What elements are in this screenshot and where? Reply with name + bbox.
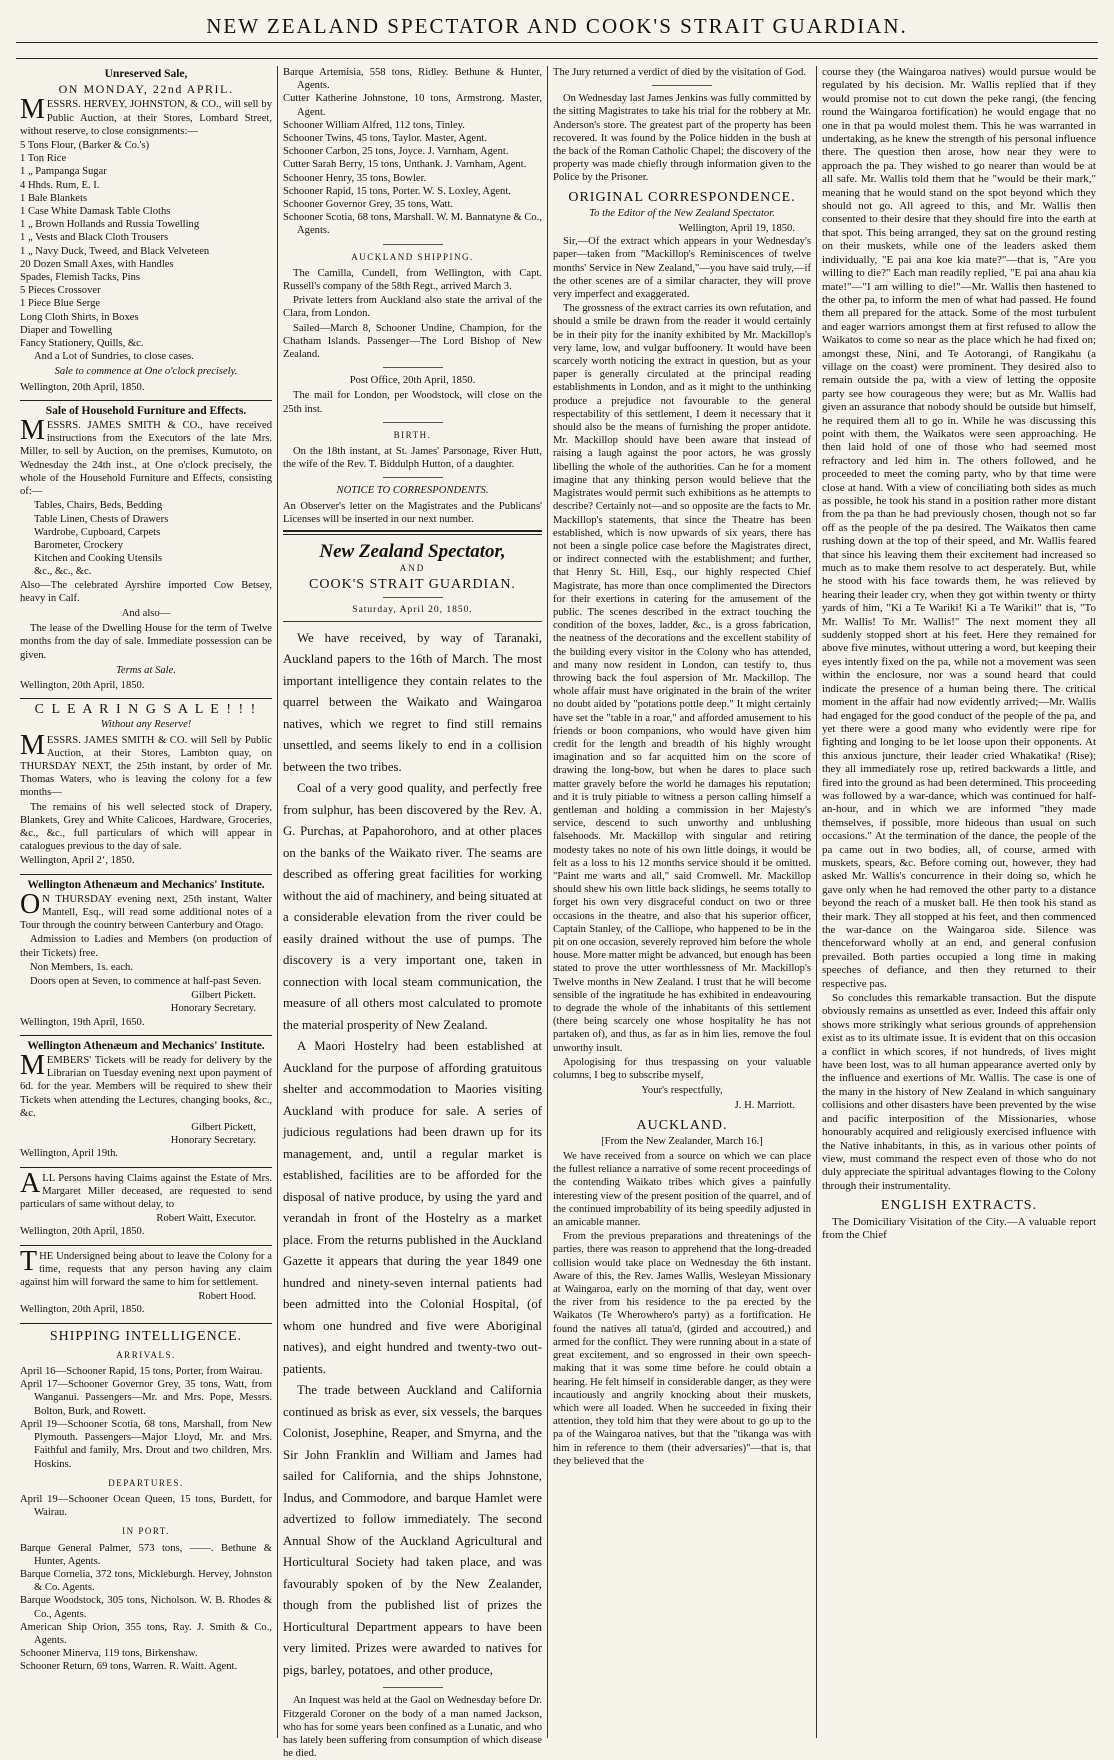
ad-signature: Gilbert Pickett.: [191, 990, 256, 1002]
paper-title-and: AND: [399, 563, 426, 574]
shipping-entry: April 19—Schooner Ocean Queen, 15 tons, Burdett, for Wairau.: [20, 1493, 272, 1519]
ad-item: 1 „ Pampanga Sugar: [20, 166, 107, 178]
news-text: The Camilla, Cundell, from Wellington, with Capt. Russell's company of the 58th Regt., arrived March 3.: [283, 267, 542, 293]
ad-text: Non Members, 1s. each.: [30, 961, 133, 973]
notice-text: On the 18th instant, at St. James' Parsonage, River Hutt, the wife of the Rev. T. Biddulph Hutton, of a daughter.: [283, 446, 542, 471]
shipping-entry: Cutter Sarah Berry, 15 tons, Unthank. J. Varnham, Agent.: [283, 159, 527, 171]
paper-subtitle: COOK'S STRAIT GUARDIAN.: [309, 576, 516, 592]
editorial-paragraph: We have received, by way of Taranaki, Auckland papers to the 16th of March. The most important intelligence they contain relates to the quarrel between the Waikato and Waingaroa natives, which we regret to find still remains unsettled, and seems likely to end in a collision between the two tribes.: [283, 630, 542, 774]
shipping-entry: Cutter Katherine Johnstone, 10 tons, Armstrong. Master, Agent.: [283, 93, 542, 118]
separator: [383, 422, 443, 423]
ad-item: Kitchen and Cooking Utensils: [34, 553, 162, 565]
editorial-paragraph: The trade between Auckland and California continued as brisk as ever, six vessels, the barques Colonist, Josephine, Reaper, and Smyrna, and the Sir John Franklin and William and James had sailed for California, and the ships Johnstone, Indus, and Commodore, and barque Hamlet were advertized to follow immediately. The second Annual Show of the Auckland Agricultural and Horticultural Society had taken place, and was favourably spoken of by the New Zealander, though from the published list of prizes the Horticultural Department appears to have been very limited. Prizes were awarded to natives for pigs, barley, potatoes, and other produce,: [283, 1383, 542, 1677]
ad-item: &c., &c., &c.: [34, 566, 92, 578]
ad-separator: [20, 1035, 272, 1036]
column-2: [283, 66, 542, 1760]
ad-separator: [20, 874, 272, 875]
ad-date-line: Wellington, 20th April, 1850.: [20, 381, 145, 393]
ad-item: Table Linen, Chests of Drawers: [34, 513, 169, 525]
ad-text: The remains of his well selected stock of Drapery, Blankets, Grey and White Calicoes, Hardware, Groceries, &c., &c., full particulars of which will appear in catalogues previous to the day of sale.: [20, 801, 272, 853]
ad-date-line: Wellington, 20th April, 1850.: [20, 1304, 145, 1316]
arrivals-list: [20, 1365, 272, 1471]
news-paragraph: The Domiciliary Visitation of the City.—A valuable report from the Chief: [822, 1215, 1096, 1241]
ad-date-line: Wellington, April 2‘, 1850.: [20, 855, 135, 867]
news-paragraph: We have received from a source on which we can place the fullest reliance a narrative of some recent proceedings of the contending Waikato tribes which gives a painfully interesting view of the present position of the quarrel, and of the continued improbability of its being speedily adjusted in an amicable manner.: [553, 1151, 811, 1229]
ad-heading: Sale of Household Furniture and Effects.: [45, 404, 247, 417]
ad-item: Long Cloth Shirts, in Boxes: [20, 311, 139, 323]
column-divider: [547, 66, 548, 1738]
editorial: [283, 628, 542, 1682]
ad-item: Tables, Chairs, Beds, Bedding: [34, 500, 163, 512]
ad-lead: MESSRS. JAMES SMITH & CO., have received instructions from the Executors of the late Mrs. Miller, to sell by Auction, on the premises, Kumutoto, on Wednesday the 24th inst., at One o'clock precisely, the whole of the Household Furniture and Effects, consisting of:—: [20, 415, 272, 498]
news-paragraph: So concludes this remarkable transaction. But the dispute obviously remains as unsettled as ever. Indeed this affair only shows more strikingly what serious grounds of apprehension exist as to its ultimate issue. It is evident that on this occasion a conflict in which scores, if not hundreds, of lives might have been lost, was to all human appearance averted only by the influence and exertions of Mr. Wallis. The case is one of the many in the history of New Zealand in which sanguinary collisions and other disasters have been prevented by the wise and pacific interposition of the Missionaries, whose honourably acquired and religiously exercised influence with the Native inhabitants, in this, as in various other points of view, must command the respect even of those who do not duly appreciate the spiritual advantages flowing to the Colony through their instrumentality.: [822, 992, 1096, 1192]
ad-item: 1 Case White Damask Table Cloths: [20, 206, 171, 218]
paper-title: New Zealand Spectator,: [319, 541, 506, 563]
masthead: NEW ZEALAND SPECTATOR AND COOK'S STRAIT GUARDIAN.: [206, 14, 908, 38]
subsection-heading: DEPARTURES.: [108, 1477, 184, 1488]
shipping-entry: Barque Artemisia, 558 tons, Ridley. Bethune & Hunter, Agents.: [283, 67, 542, 92]
column-divider: [816, 66, 817, 1738]
editorial-rule: [283, 530, 542, 535]
subsection-heading: NOTICE TO CORRESPONDENTS.: [336, 485, 489, 497]
column-3: [553, 66, 811, 1738]
notice-heading: Post Office, 20th April, 1850.: [349, 375, 476, 387]
ad-item: 1 Piece Blue Serge: [20, 298, 101, 310]
shipping-entry: Schooner Henry, 35 tons, Bowler.: [283, 172, 427, 184]
masthead-rule: [16, 42, 1098, 43]
letter-address: To the Editor of the New Zealand Spectator.: [589, 207, 775, 219]
notice-text: The mail for London, per Woodstock, will close on the 25th inst.: [283, 390, 542, 415]
ad-heading: Wellington Athenæum and Mechanics' Institute.: [27, 878, 265, 891]
news-text: An Inquest was held at the Gaol on Wednesday before Dr. Fitzgerald Coroner on the body of a man named Jackson, who has for some years been confined as a Lunatic, and who has lately been suffering from consumption of which disease he died.: [283, 1695, 542, 1760]
ad-text: Also—The celebrated Ayrshire imported Cow Betsey, heavy in Calf.: [20, 579, 272, 604]
ad-item: 20 Dozen Small Axes, with Handles: [20, 258, 174, 270]
ad-item-list: [20, 499, 272, 578]
ad-heading: Wellington Athenæum and Mechanics' Institute.: [27, 1039, 265, 1052]
shipping-entry: April 17—Schooner Governor Grey, 35 tons, Watt, from Wanganui. Passengers—Mr. and Mrs. Pope, Messrs. Bolton, Burk, and Rowett.: [20, 1379, 272, 1417]
ad-item: 4 Hhds. Rum, E. I.: [20, 179, 100, 191]
shipping-entry: Schooner Twins, 45 tons, Taylor. Master, Agent.: [283, 133, 487, 145]
editorial-paragraph: Coal of a very good quality, and perfectly free from sulphur, has been discovered by the Rev. A. G. Purchas, at Papahorohoro, and at other places on the banks of the Waikato river. The seams are described as offering great facilities for working without the aid of machinery, and being situated at a considerable elevation from the river could be easily drained without the use of pumps. The discovery is a very important one, taken in connection with local steam communication, the measure of all others most calculated to promote the material prosperity of New Zealand.: [283, 781, 542, 1032]
shipping-entry: April 19—Schooner Scotia, 68 tons, Marshall, from New Plymouth. Passengers—Major Lloyd, Mr. and Mrs. Faithful and family, Mrs. Drout and two children, Mrs. Hoskins.: [20, 1418, 272, 1470]
departures-list: [20, 1493, 272, 1519]
letter-close: Your's respectfully,: [641, 1085, 723, 1097]
ad-item: 1 Bale Blankets: [20, 192, 88, 204]
shipping-entry: April 16—Schooner Rapid, 15 tons, Porter, from Wairau.: [20, 1366, 263, 1378]
separator: [383, 367, 443, 368]
section-heading: ORIGINAL CORRESPONDENCE.: [568, 189, 796, 205]
ad-signature: Robert Waitt, Executor.: [156, 1213, 256, 1225]
subsection-heading: ARRIVALS.: [116, 1349, 176, 1360]
ad-signature: Honorary Secretary.: [170, 1135, 256, 1147]
shipping-entry: Schooner Scotia, 68 tons, Marshall. W. M. Bannatyne & Co., Agents.: [283, 212, 542, 237]
ad-text: Doors open at Seven, to commence at half-past Seven.: [30, 976, 262, 987]
shipping-entry: Schooner Carbon, 25 tons, Joyce. J. Varnham, Agent.: [283, 146, 509, 158]
ad-text: The lease of the Dwelling House for the term of Twelve months from the day of sale. Immediate possession can be given.: [20, 623, 272, 661]
column-4: [822, 66, 1096, 1738]
news-paragraph: From the previous preparations and threatenings of the parties, there was reason to apprehend that the long-dreaded collision would take place on Wednesday the 6th instant. Aware of this, the Rev. James Wallis, Wesleyan Missionary at Waingaroa, early on the morning of that day, went over the river from his residence to the pa erected by the Waikatos (Te Wherowhero's party) as a fortification. He found the natives all tatua'd, (girded and accoutred,) and armed for the conflict. They were running about in a state of great excitement, and so engrossed in their own speech-making that it was some time before he could obtain a hearing. He felt himself in considerable danger, as they were incautiously and angrily knocking about their muskets, which were all loaded. When he succeeded in fixing their attention, they told him that they were about to go up to the pa of the Waingaroa natives, but that the "tikanga was with him in reference to them (their adversaries)"—that is, that they believed that the: [553, 1231, 811, 1467]
news-paragraph: course they (the Waingaroa natives) would pursue would be regulated by his decision. Mr. Wallis replied that if they would promise not to cut down the peke rangi, (the fencing round the Waingaroa fortification) he would engage that no one in that pa would molest them. This he was warranted in undertaking, as he knew the strength of his personal influence there. The question then arose, how near they were to approach the pa. They wished to go nearer than would be at all safe. Mr. Wallis told them that he "would be their mark," meaning that he would stand on the spot beyond which they should not go. All agreed to this, and Mr. Wallis then consented to their desire that they should fire into the earth at that spot. This being arranged, they sat on the ground resting on their muskets, while one of the leaders asked them individually, "E pai ana koe kia mate?"—that is, "Are you willing to die?" Each man readily replied, "E pai ana ahau kia mate!"—"I am willing to die!"—Mr. Wallis then hastened to the other pa, to inform the men of what had passed. He found them all prepared for the attack. Some of the most turbulent and eager warriors amongst them at first refused to allow the Waikatos to come so near as the place which he had fixed on; amongst these, Nini, and Te Aotorangi, of Rangikahu (a village on the coast) were prominent. They desired also to remain outside the pa, with a view of letting the opposite party see how courageous they were; but as Mr. Wallis had given an assurance that nobody should be outside but himself, he required them all to go in. While he was discussing this point with them, the Waikatos were seen approaching. He then laid hold of one of those who had seemed most refractory and led him in. The others followed, and he proceeded to meet the coming party, who by that time were close at hand. With a view of conciliating both sides as much as possible, he took his stand in a position rather more distant from the pa than he had previously chosen, though not so far off as the people of the pa desired. The Waikatos then came rushing down at the top of their speed, and Mr. Wallis feared that since his leaving them their excitement had increased so much as to make them resolve to act desperately. But, while he stood with his face towards them, he was relieved by hearing their leader cry, when they got within twenty or thirty yards of him, "Ki a Te Wariki! Ki a Te Wariki!" that is, "To Mr. Wallis! To Mr. Wallis!" The next moment they all suddenly stopped short at his feet. Here they remained for above five minutes, without uttering a word, but keeping their eyes intently fixed on the pa, while not a movement was seen within the enclosure, nor was a sound heard that could indicate the presence of a human being there. The critical moment in the affair had now evidently arrived;—Mr. Wallis had engaged for the good conduct of the people of the pa, and yet there were a good many who evidently were ripe for fighting and longing to be let loose upon their opponents. At this anxious juncture, their leader cried Whakatika! (Rise); they all immediately rose up, retired backwards a little, and fired into the ground as had been determined. This proceeding was followed by a war-dance, which was continued for half-an-hour, and in which we are informed "they made themselves, if possible, more hideous than usual on such occasions." At the termination of the dance, the people of the pa came out in two bodies, all, of course, armed with muskets, spears, &c. Before coming out, however, they had asked Mr. Wallis's concurrence in their doing so, which he gave only when he had removed the other party to a distance beyond the reach of a musket ball. He then took his stand as their mark. They all stopped at his feet, and then commenced the war-dance on the Waingaroa side. Silence was thenceforward wholly at an end, and general confusion prevailed. Both parties occupied a long time in making speeches of defiance, and then they returned to their respective pas.: [822, 66, 1096, 990]
editorial-paragraph: A Maori Hostelry had been established at Auckland for the purpose of affording gratuitous shelter and accommodation to Maories visiting Auckland with produce for sale. A series of judicious regulations had been drawn up for its management, and, until a regular market is established, facilities are to be afforded for the disposal of native produce, by using the yard and verandah in front of the Hostelry as a market place. From the returns published in the Auckland Gazette it appears that during the year 1849 one hundred and ninety-seven internal patients had been admitted into the Colonial Hospital, (of whom one hundred and five were Aboriginal natives), and eight hundred and twenty-two out-patients.: [283, 1039, 542, 1376]
ad-signature: Honorary Secretary.: [170, 1003, 256, 1015]
ad-signature: Robert Hood.: [198, 1291, 256, 1303]
separator: [652, 85, 712, 86]
ad-text: Admission to Ladies and Members (on production of their Tickets) free.: [20, 934, 272, 959]
letter-place: Wellington, April 19, 1850.: [678, 223, 795, 235]
ad-heading: Unreserved Sale,: [104, 68, 188, 80]
ad-separator: [20, 1245, 272, 1246]
ad-separator: [20, 698, 272, 699]
ad-item: Fancy Stationery, Quills, &c.: [20, 338, 144, 350]
in-port-list: [20, 1542, 272, 1674]
ad-item: 1 „ Vests and Black Cloth Trousers: [20, 232, 169, 244]
news-text: The Jury returned a verdict of died by the visitation of God.: [553, 67, 807, 78]
shipping-entry: Barque General Palmer, 573 tons, ——. Bethune & Hunter, Agents.: [20, 1542, 272, 1567]
ad-item: 1 „ Brown Hollands and Russia Towelling: [20, 219, 200, 231]
ad-text: And a Lot of Sundries, to close cases.: [34, 351, 194, 363]
separator: [383, 597, 443, 598]
ad-date-line: Wellington, 19th April, 1650.: [20, 1016, 145, 1028]
paper-date: Saturday, April 20, 1850.: [352, 604, 473, 615]
shipping-entry: Schooner Minerva, 119 tons, Birkenshaw.: [20, 1648, 198, 1660]
ad-lead: MEMBERS' Tickets will be ready for delivery by the Librarian on Tuesday evening next upon payment of 6d. for the year. Members will be required to shew their Tickets when attending the Lectures, changing books, &c., &c.: [20, 1050, 272, 1119]
separator: [383, 477, 443, 478]
shipping-entry: Schooner Governor Grey, 35 tons, Watt.: [283, 199, 454, 211]
section-separator: [20, 1323, 272, 1324]
subsection-heading: BIRTH.: [393, 429, 432, 440]
letter-paragraph: The grossness of the extract carries its own refutation, and should a smile be drawn from the reader it would certainly be in their pity for the inanity exhibited by Mr. Mackillop's very lame, low, and vulgar buffoonery. It would have been scarcely worth noticing the extract in question, but as your paper is generally circulated at the principal reading establishments in London, and as it might to the unthinking produce a prejudice not favourable to the general respectability of this settlement, I deem it necessary that it should also be the means of furnishing the proper antidote. Mr. Mackillop should have been aware that instead of raising a laugh against the poor actors, he was grossly libelling the whole of the authorities. Can he for a moment imagine that any thinking person would believe that the Magistrates would permit such exhibitions as he attempts to describe? Certainly not—and so opposite are the facts to Mr. Mackillop's statements, that since the Theatre has been established, which is now upwards of six years, there has not been a single police case before the Magistrates direct, or indirect connected with the establishment; and further, that Henry St. Hill, Esq., our highly respected Chief Magistrate, has more than once complimented the Directors for their exertions in catering for the amusement of the public. The scenes described in the extract touching the condition of the boxes, ladder, &c., is a gross fabrication, the neatness of the decorations and the excellent stability of the building every visitor in the Colony who has attended, and many now resident in London, can testify to, thus throwing back the foul aspersion of Mr. Mackillop. The whole affair must have originated in the brain of the writer no doubt aided by "potations pottle deep." It might certainly have set the "table in a roar," and afforded amusement to his friends or boon companions, who would have given him credit for the length and breadth of his highly wrought imagination and so far acquitted him on the score of drawing the long-bow, but when he dares to place such matter gravely before the world he damages his reputation; and it is truly pitiable to witness a person calling himself a gentleman and holding a commission in her Majesty's service, descend to such unworthy and unblushing falsehoods. Mr. Mackillop with singular and retiring modesty takes no note of his own little doings, it would be felt as a loss to his 12 months service should it be omitted. "Paint me warts and all," said Cromwell. Mr. Mackillop should shew his own little back slidings, he seems totally to forget his own very disgraceful conduct on two or three occasions in the theatre, and also that his superior officer, Captain Stanley, of the Calliope, who happened to be in the pit on one occasion, severely reproved him before the whole house. More matter might be advanced, but enough has been stated to prove the utter worthlessness of Mr. Mackillop's Twelve months in New Zealand. I trust that he will become sensible of the ingratitude he has exhibited in endeavouring to degrade the whole of the inhabitants of this settlement (there being scarcely one whose hospitality he has not partaken of), and thus, as far as in him lies, remove the foul unworthy insult.: [553, 303, 811, 1054]
subsection-heading: IN PORT.: [122, 1526, 170, 1537]
shipping-entry: Schooner Rapid, 15 tons, Porter. W. S. Loxley, Agent.: [283, 185, 511, 197]
shipping-entry: Schooner Return, 69 tons, Warren. R. Waitt. Agent.: [20, 1661, 238, 1673]
ad-separator: [20, 1167, 272, 1168]
ad-note: Sale to commence at One o'clock precisely.: [54, 366, 238, 378]
ad-lead: ON THURSDAY evening next, 25th instant, Walter Mantell, Esq., will read some additional notes of a Tour through the country between Canterbury and Otago.: [20, 888, 272, 932]
ad-text: And also—: [121, 607, 171, 619]
separator: [383, 1687, 443, 1688]
letter-paragraph: Sir,—Of the extract which appears in your Wednesday's paper—taken from "Mackillop's Reminiscences of twelve months' Service in New Zealand,"—you have said truly,—if the other scenes are of a similar character, they will prove very imperfect and exaggerated.: [553, 236, 811, 301]
ad-item: Wardrobe, Cupboard, Carpets: [34, 526, 161, 538]
shipping-entry: Barque Cornelia, 372 tons, Mickleburgh. Hervey, Johnston & Co. Agents.: [20, 1568, 272, 1594]
ad-item: Barometer, Crockery: [34, 539, 123, 551]
ad-item: 5 Pieces Crossover: [20, 285, 101, 297]
ad-lead: MESSRS. JAMES SMITH & CO. will Sell by Public Auction, at their Stores, Lambton quay, on THURSDAY NEXT, the 25th instant, by order of Mr. Thomas Waters, who is leaving the colony for a few months—: [20, 729, 272, 799]
letter-signature: J. H. Marriott.: [734, 1100, 795, 1112]
column-1: [20, 66, 272, 1738]
ad-subheading: Without any Reserve!: [100, 719, 192, 731]
ad-item: 5 Tons Flour, (Barker & Co.'s): [20, 140, 150, 152]
editorial-rule: [283, 621, 542, 622]
ad-item: 1 Ton Rice: [20, 153, 67, 165]
notice-text: An Observer's letter on the Magistrates and the Publicans' Licenses will be inserted in our next number.: [283, 500, 542, 525]
shipping-entry: Schooner William Alfred, 112 tons, Tinley.: [283, 119, 465, 131]
ad-separator: [20, 400, 272, 401]
section-heading: AUCKLAND.: [636, 1117, 728, 1133]
ad-item: 1 „ Navy Duck, Tweed, and Black Velveteen: [20, 245, 210, 257]
in-port-list: [283, 66, 542, 238]
ad-item: Diaper and Towelling: [20, 324, 113, 336]
ad-date: ON MONDAY, 22nd APRIL.: [58, 82, 234, 97]
separator: [383, 244, 443, 245]
ad-date-line: Wellington, 20th April, 1850.: [20, 1226, 145, 1238]
masthead-rule-lower: [16, 58, 1098, 59]
ad-heading: C L E A R I N G S A L E ! ! !: [34, 702, 258, 718]
section-heading: ENGLISH EXTRACTS.: [880, 1198, 1038, 1214]
ad-note: Terms at Sale.: [116, 664, 176, 676]
news-text: Sailed—March 8, Schooner Undine, Champion, for the Chatham Islands. Passenger—The Lord Bishop of New Zealand.: [283, 322, 542, 361]
ad-lead: THE Undersigned being about to leave the Colony for a time, requests that any person having any claim against him will forward the same to him for settlement.: [20, 1245, 272, 1289]
ad-lead: ALL Persons having Claims against the Estate of Mrs. Margaret Miller deceased, are requested to send particulars of same without delay, to: [20, 1167, 272, 1211]
ad-date-line: Wellington, April 19th.: [20, 1148, 119, 1160]
news-text: Private letters from Auckland also state the arrival of the Clara, from London.: [283, 295, 542, 320]
shipping-entry: Barque Woodstock, 305 tons, Nicholson. W. B. Rhodes & Co., Agents.: [20, 1595, 272, 1620]
ad-date-line: Wellington, 20th April, 1850.: [20, 679, 145, 691]
ad-item: Spades, Flemish Tacks, Pins: [20, 272, 141, 284]
news-text: On Wednesday last James Jenkins was fully committed by the sitting Magistrates to take his trial for the robbery at Mr. Anderson's store. The greatest part of the property has been recovered. It was found by the Police hidden in the bush at the back of the Roman Catholic Chapel; the discovery of the property was made chiefly through information given to the Police by the Prisoner.: [553, 93, 811, 184]
ad-lead: MESSRS. HERVEY, JOHNSTON, & CO., will sell by Public Auction, at their Stores, Lombard Street, without reserve, to close consignments:—: [20, 94, 272, 137]
source-note: [From the New Zealander, March 16.]: [601, 1135, 763, 1147]
column-divider: [277, 66, 278, 1738]
subsection-heading: AUCKLAND SHIPPING.: [351, 251, 474, 262]
shipping-entry: American Ship Orion, 355 tons, Ray. J. Smith & Co., Agents.: [20, 1621, 272, 1646]
ad-item-list: [20, 139, 272, 350]
letter-paragraph: Apologising for thus trespassing on your valuable columns, I beg to subscribe myself,: [553, 1056, 811, 1082]
ad-signature: Gilbert Pickett,: [191, 1122, 256, 1134]
section-heading: SHIPPING INTELLIGENCE.: [49, 1328, 243, 1344]
